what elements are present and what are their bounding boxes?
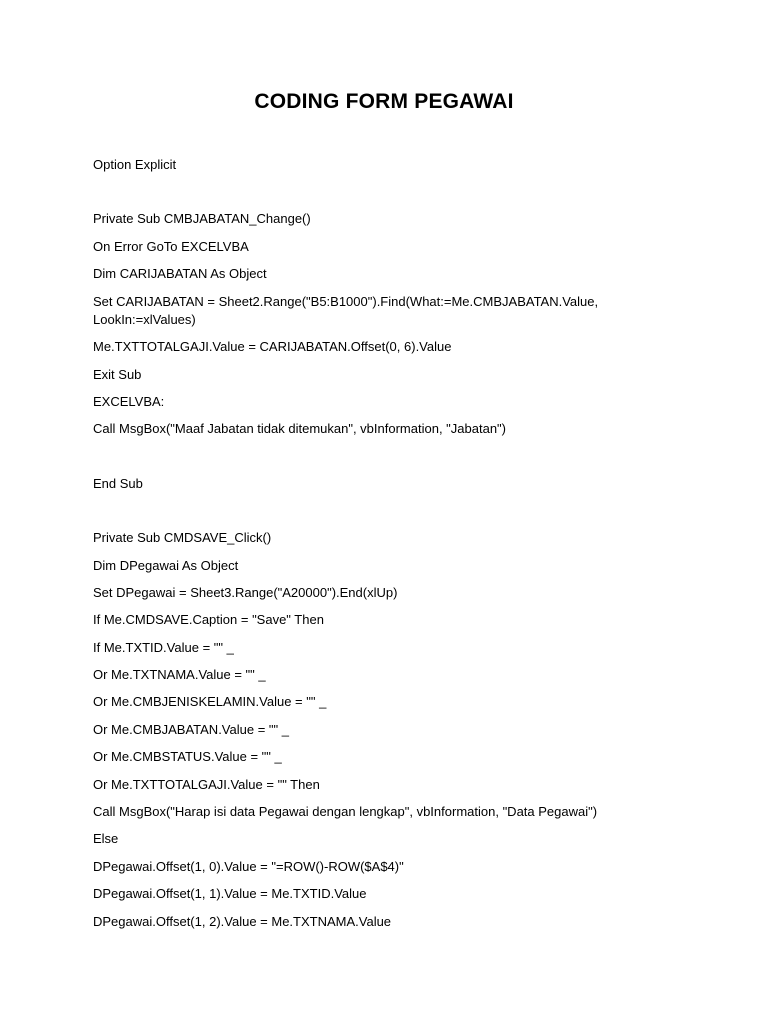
code-line: If Me.TXTID.Value = "" _ — [93, 640, 234, 655]
code-line: DPegawai.Offset(1, 0).Value = "=ROW()-ROW($A$4)" — [93, 859, 404, 874]
code-line: Set DPegawai = Sheet3.Range("A20000").End(xlUp) — [93, 585, 398, 600]
code-line: Private Sub CMBJABATAN_Change() — [93, 211, 311, 226]
code-line: Exit Sub — [93, 367, 142, 382]
code-line: Or Me.CMBSTATUS.Value = "" _ — [93, 749, 282, 764]
code-line: DPegawai.Offset(1, 2).Value = Me.TXTNAMA.Value — [93, 914, 392, 929]
code-line: Dim CARIJABATAN As Object — [93, 266, 267, 281]
code-line: Private Sub CMDSAVE_Click() — [93, 530, 272, 545]
code-line: If Me.CMDSAVE.Caption = "Save" Then — [93, 612, 324, 627]
code-line: Call MsgBox("Harap isi data Pegawai dengan lengkap", vbInformation, "Data Pegawai") — [93, 804, 598, 819]
code-line: Call MsgBox("Maaf Jabatan tidak ditemukan", vbInformation, "Jabatan") — [93, 421, 506, 436]
code-line: Set CARIJABATAN = Sheet2.Range("B5:B1000").Find(What:=Me.CMBJABATAN.Value, — [93, 294, 599, 309]
code-line: Else — [93, 831, 119, 846]
code-line: Me.TXTTOTALGAJI.Value = CARIJABATAN.Offset(0, 6).Value — [93, 339, 452, 354]
code-line: On Error GoTo EXCELVBA — [93, 239, 249, 254]
code-line: Or Me.TXTNAMA.Value = "" _ — [93, 667, 266, 682]
code-line: Dim DPegawai As Object — [93, 558, 239, 573]
code-line: Option Explicit — [93, 157, 177, 172]
code-line: End Sub — [93, 476, 143, 491]
code-line: LookIn:=xlValues) — [93, 312, 196, 327]
code-line: Or Me.CMBJENISKELAMIN.Value = "" _ — [93, 694, 327, 709]
page-title: CODING FORM PEGAWAI — [254, 90, 514, 113]
code-line: Or Me.TXTTOTALGAJI.Value = "" Then — [93, 777, 320, 792]
code-line: EXCELVBA: — [93, 394, 165, 409]
code-line: DPegawai.Offset(1, 1).Value = Me.TXTID.Value — [93, 886, 367, 901]
code-line: Or Me.CMBJABATAN.Value = "" _ — [93, 722, 289, 737]
